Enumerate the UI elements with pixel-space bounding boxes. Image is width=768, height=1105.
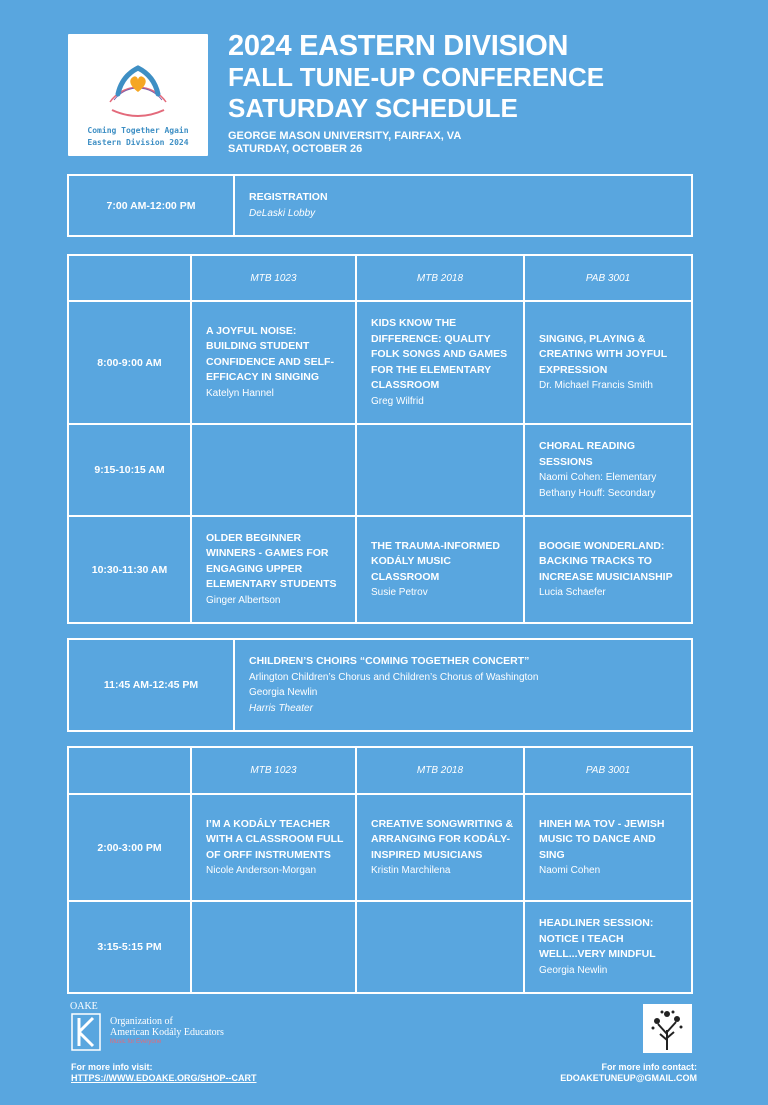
session-cell [191, 516, 356, 623]
contact-label: For more info contact: [601, 1062, 697, 1072]
session-presenter: Georgia Newlin [539, 964, 608, 976]
schedule-heading: SATURDAY SCHEDULE [228, 93, 518, 123]
concert-cell [234, 639, 692, 731]
concert-location: Harris Theater [249, 702, 313, 714]
logo-division: Eastern Division 2024 [87, 138, 189, 147]
org-name-line2: American Kodály Educators [110, 1027, 224, 1038]
concert-table [67, 638, 693, 732]
room-header: MTB 2018 [356, 255, 524, 301]
concert-conductor: Georgia Newlin [249, 687, 318, 698]
venue-location: GEORGE MASON UNIVERSITY, FAIRFAX, VA [228, 130, 462, 142]
session-cell [356, 794, 524, 901]
table-row [68, 424, 692, 516]
room-header: MTB 2018 [356, 747, 524, 794]
session-cell [524, 301, 692, 424]
session-cell [524, 424, 692, 516]
session-cell-empty [356, 901, 524, 993]
room-header: PAB 3001 [524, 255, 692, 301]
org-tagline: Music for Everyone [110, 1039, 162, 1045]
registration-location: DeLaski Lobby [249, 207, 316, 219]
session-title: A JOYFUL NOISE: BUILDING STUDENT CONFIDENCE AND SELF-EFFICACY IN SINGING [206, 324, 334, 384]
session-title: THE TRAUMA-INFORMED KODÁLY MUSIC CLASSROOM [371, 539, 500, 583]
session-cell-empty [191, 424, 356, 516]
session-cell [191, 301, 356, 424]
oake-emblem-icon [71, 1013, 101, 1051]
website-label: For more info visit: [71, 1062, 153, 1072]
session-title: HINEH MA TOV - JEWISH MUSIC TO DANCE AND SING [539, 817, 665, 861]
time-slot: 3:15-5:15 PM [68, 901, 191, 993]
session-presenter: Katelyn Hannel [206, 387, 274, 399]
session-cell [524, 901, 692, 993]
session-cell-empty [191, 901, 356, 993]
session-presenter: Naomi Cohen [539, 865, 601, 876]
session-title: CREATIVE SONGWRITING & ARRANGING FOR KODÁLY-INSPIRED MUSICIANS [371, 817, 514, 861]
session-cell [524, 794, 692, 901]
session-cell [356, 516, 524, 623]
corner-cell [68, 747, 191, 794]
session-presenter: Nicole Anderson-Morgan [206, 865, 317, 876]
registration-time: 7:00 AM-12:00 PM [68, 175, 234, 236]
session-title: HEADLINER SESSION: NOTICE I TEACH WELL...VERY MINDFUL [539, 917, 656, 960]
registration-title: REGISTRATION [249, 191, 328, 203]
tree-logo [643, 1004, 692, 1053]
conference-logo [68, 34, 208, 156]
session-cell [191, 794, 356, 901]
table-row [68, 901, 692, 993]
session-title: KIDS KNOW THE DIFFERENCE: QUALITY FOLK SONGS AND GAMES FOR THE ELEMENTARY CLASSROOM [371, 317, 508, 391]
registration-table [67, 174, 693, 237]
session-cell-empty [356, 424, 524, 516]
org-name-line1: Organization of [110, 1016, 173, 1027]
music-tree-icon [643, 1004, 692, 1053]
event-date: SATURDAY, OCTOBER 26 [228, 143, 363, 155]
table-row [68, 516, 692, 623]
heart-hands-icon [88, 40, 188, 126]
page-subtitle: FALL TUNE-UP CONFERENCE [228, 62, 605, 92]
room-header: MTB 1023 [191, 747, 356, 794]
room-header: MTB 1023 [191, 255, 356, 301]
page-title: 2024 EASTERN DIVISION [228, 30, 569, 62]
session-presenter: Dr. Michael Francis Smith [539, 380, 653, 391]
room-header: PAB 3001 [524, 747, 692, 794]
session-presenter: Ginger Albertson [206, 594, 281, 606]
time-slot: 9:15-10:15 AM [68, 424, 191, 516]
time-slot: 8:00-9:00 AM [68, 301, 191, 424]
session-presenter: Naomi Cohen: Elementary [539, 472, 657, 483]
oake-wordmark: OAKE [70, 1001, 98, 1012]
session-title: CHORAL READING SESSIONS [539, 440, 636, 468]
session-presenter: Greg Wilfrid [371, 395, 424, 407]
logo-tagline: Coming Together Again [87, 126, 189, 135]
afternoon-schedule-table [67, 746, 693, 994]
registration-cell [234, 175, 692, 236]
session-cell [524, 516, 692, 623]
time-slot: 2:00-3:00 PM [68, 794, 191, 901]
concert-performers: Arlington Children’s Chorus and Children’s Chorus of Washington [249, 671, 539, 683]
corner-cell [68, 255, 191, 301]
time-slot: 10:30-11:30 AM [68, 516, 191, 623]
table-row [68, 794, 692, 901]
table-row [68, 301, 692, 424]
session-presenter: Kristin Marchilena [371, 865, 451, 876]
session-title: BOOGIE WONDERLAND: BACKING TRACKS TO INCREASE MUSICIANSHIP [539, 539, 673, 583]
session-title: SINGING, PLAYING & CREATING WITH JOYFUL EXPRESSION [539, 332, 667, 376]
session-presenter: Susie Petrov [371, 587, 428, 598]
concert-time: 11:45 AM-12:45 PM [68, 639, 234, 731]
session-title: OLDER BEGINNER WINNERS - GAMES FOR ENGAGING UPPER ELEMENTARY STUDENTS [206, 531, 337, 591]
session-title: I’M A KODÁLY TEACHER WITH A CLASSROOM FULL OF ORFF INSTRUMENTS [206, 817, 344, 861]
session-presenter: Lucia Schaefer [539, 587, 606, 598]
session-presenter: Bethany Houff: Secondary [539, 487, 656, 499]
contact-email[interactable]: EDOAKETUNEUP@GMAIL.COM [560, 1073, 697, 1083]
morning-schedule-table [67, 254, 693, 624]
website-link[interactable]: HTTPS://WWW.EDOAKE.ORG/SHOP--CART [71, 1073, 257, 1083]
concert-title: CHILDREN’S CHOIRS “COMING TOGETHER CONCERT” [249, 655, 530, 667]
session-cell [356, 301, 524, 424]
